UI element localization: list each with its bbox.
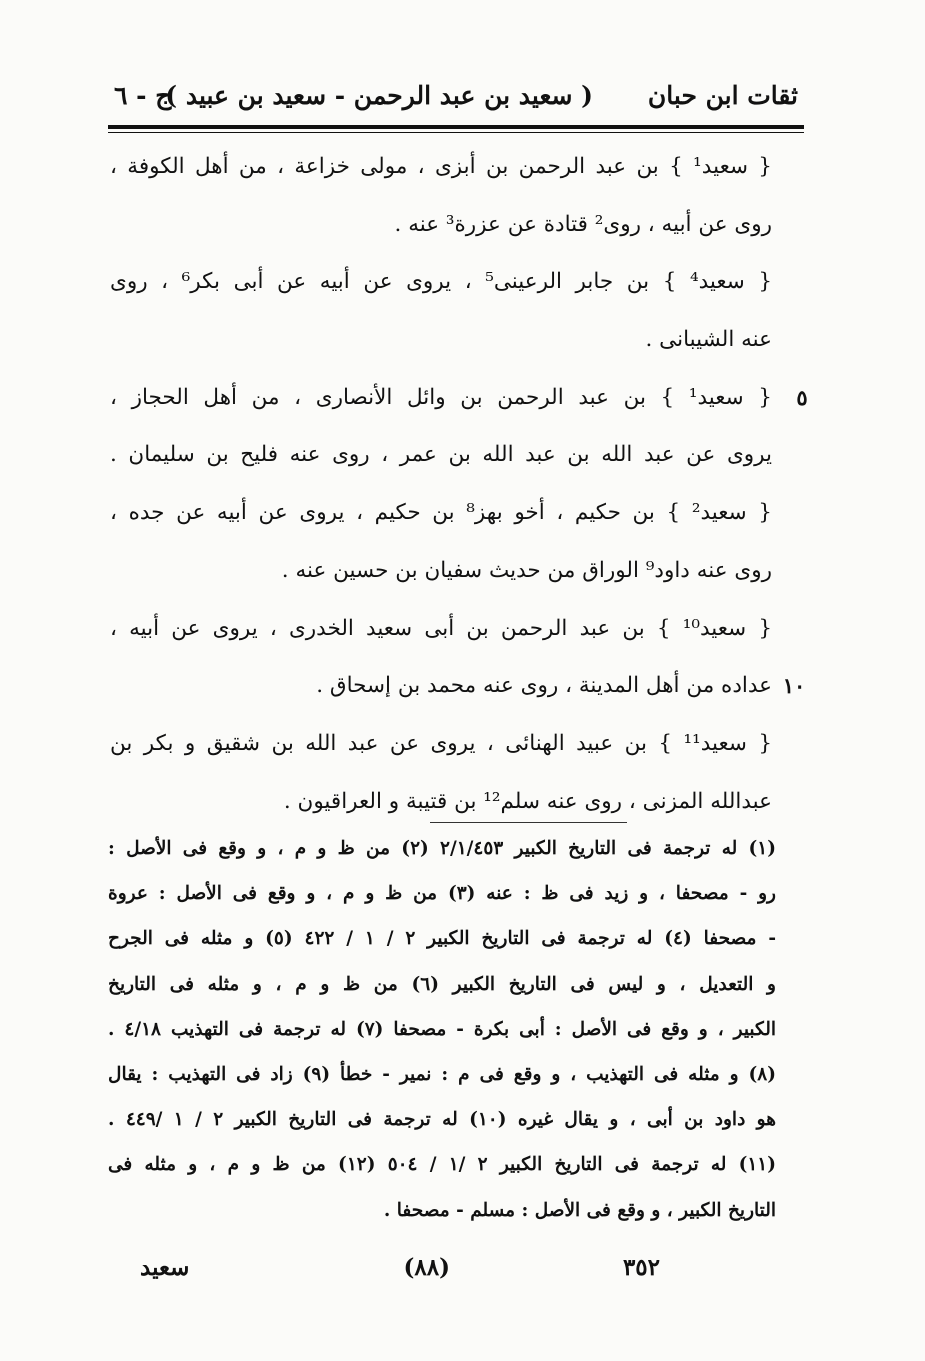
running-header [108,72,798,120]
line-marker-10: ١٠ [782,673,806,699]
footnote-line: (١) له ترجمة فى التاريخ الكبير ٢/١/٤٥٣ (٢) من ظ و م ، و وقع فى الأصل : [108,838,776,859]
footnote-line: رو - مصحفا ، و زيد فى ظ : عنه (٣) من ظ و م ، و وقع فى الأصل : عروة [108,883,776,905]
text-line: روى عن أبيه ، روى² قتادة عن عزرة³ عنه . [394,211,772,237]
text-line: { سعيد² } بن حكيم ، أخو بهز⁸ بن حكيم ، يروى عن أبيه عن جده ، [110,500,772,526]
footnote-line: (٨) و مثله فى التهذيب ، و وقع فى م : نمير - خطأ (٩) زاد فى التهذيب : يقال [108,1063,776,1085]
main-text [110,138,808,830]
footnote-line: - مصحفا (٤) له ترجمة فى التاريخ الكبير ٢ / ١ / ٤٢٢ (٥) و مثله فى الجرح [108,928,777,950]
header-book-title: ثقات ابن حبان [647,81,798,110]
catchword: سعيد [140,1254,190,1281]
header-rule-thick [108,125,804,129]
footnote-separator [430,822,627,823]
footnote-line: التاريخ الكبير ، و وقع فى الأصل : مسلم - مصحفا . [383,1199,776,1221]
text-line: عداده من أهل المدينة ، روى عنه محمد بن إسحاق . ١٠ [110,657,772,715]
header-rule-thin [108,132,804,133]
signature-mark: (٨٨) [403,1254,450,1281]
text-line: عنه الشيبانى . [645,327,772,353]
page-footer [140,1248,660,1288]
header-entry-range: ( سعيد بن عبد الرحمن - سعيد بن عبيد ) [165,81,593,110]
footnotes [108,826,776,1233]
header-volume: ج - ٦ [114,81,172,110]
text-line: يروى عن عبد الله بن عبد الله بن عمر ، روى عنه فليح بن سليمان . [110,442,772,468]
footnote-line: و التعديل ، و ليس فى التاريخ الكبير (٦) من ظ و م ، و مثله فى التاريخ [108,973,776,995]
text-line: { سعيد¹¹ } بن عبيد الهنائى ، يروى عن عبد الله بن شقيق و بكر بن [110,730,772,756]
text-line: { سعيد¹ } بن عبد الرحمن بن أبزى ، مولى خزاعة ، من أهل الكوفة ، [110,154,772,179]
text-line: { سعيد¹ } بن عبد الرحمن بن وائل الأنصارى ، من أهل الحجاز ، ٥ [110,369,772,427]
text-line: { سعيد¹⁰ } بن عبد الرحمن بن أبى سعيد الخدرى ، يروى عن أبيه ، [110,615,772,641]
footnote-line: هو داود بن أبى ، و يقال غيره (١٠) له ترجمة فى التاريخ الكبير ٢ / ١ /٤٤٩ . [108,1109,776,1131]
text-line: روى عنه داود⁹ الوراق من حديث سفيان بن حسين عنه . [281,557,772,583]
footnote-line: الكبير ، و وقع فى الأصل : أبى بكرة - مصحفا (٧) له ترجمة فى التهذيب ٤/١٨ . [108,1018,777,1040]
text-line: عبدالله المزنى ، روى عنه سلم¹² بن قتيبة و العراقيون . [283,788,772,814]
page-number: ٣٥٢ [622,1254,660,1281]
line-marker-5: ٥ [796,384,808,410]
text-line: { سعيد⁴ } بن جابر الرعينى⁵ ، يروى عن أبيه عن أبى بكر⁶ ، روى [110,269,773,295]
footnote-line: (١١) له ترجمة فى التاريخ الكبير ٢ /١ / ٥٠٤ (١٢) من ظ و م ، و مثله فى [108,1154,777,1176]
